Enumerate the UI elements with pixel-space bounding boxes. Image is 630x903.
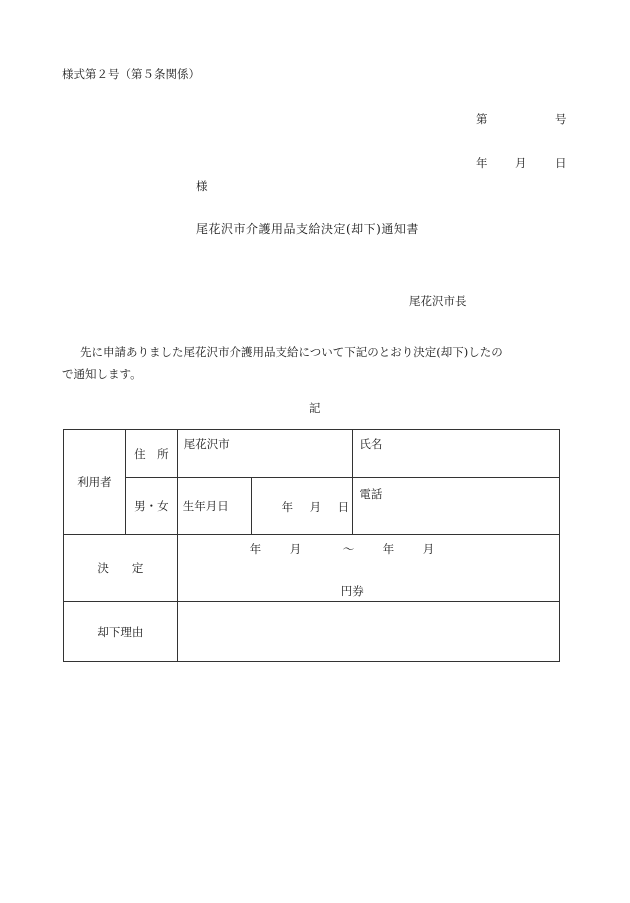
birth-day: 日 (337, 500, 350, 514)
addressee-suffix: 様 (196, 179, 208, 193)
decision-label-cell (64, 535, 178, 602)
issuer: 尾花沢市長 (409, 294, 467, 308)
name-label: 氏名 (359, 437, 383, 451)
application-table (63, 429, 560, 662)
body-text-line1: 先に申請ありました尾花沢市介護用品支給について下記のとおり決定(却下)したの (80, 345, 503, 359)
document-title: 尾花沢市介護用品支給決定(却下)通知書 (196, 222, 419, 236)
form-reference: 様式第２号（第５条関係） (62, 67, 200, 81)
rejection-label-cell (64, 602, 178, 662)
rejection-label: 却下理由 (97, 624, 144, 639)
birth-label-cell (177, 478, 251, 535)
phone-label: 電話 (359, 487, 383, 501)
period-year-end: 年 (382, 542, 395, 556)
voucher-unit: 円券 (340, 584, 364, 598)
date-day: 日 (555, 156, 567, 170)
rejection-reason-cell[interactable] (177, 602, 559, 662)
address-label: 住 所 (134, 446, 169, 461)
user-label-cell (64, 430, 126, 535)
address-label-cell (125, 430, 177, 478)
decision-value-cell[interactable] (177, 535, 559, 602)
decision-label: 決 定 (97, 561, 144, 575)
address-value: 尾花沢市 (183, 437, 230, 451)
address-value-cell[interactable] (177, 430, 353, 478)
date-month: 月 (515, 156, 527, 170)
birth-label: 生年月日 (182, 499, 229, 513)
name-cell[interactable] (353, 430, 560, 478)
user-label: 利用者 (77, 475, 112, 489)
body-text-line2: で通知します。 (62, 367, 142, 381)
period-year-start: 年 (249, 542, 262, 556)
number-suffix: 号 (555, 112, 567, 126)
birth-year: 年 (281, 500, 294, 514)
period-month-start: 月 (289, 542, 302, 556)
gender-cell[interactable] (125, 478, 177, 535)
number-prefix: 第 (476, 112, 488, 126)
birth-value-cell[interactable] (251, 478, 353, 535)
birth-month: 月 (309, 500, 322, 514)
gender-label: 男・女 (134, 499, 169, 513)
phone-cell[interactable] (353, 478, 560, 535)
period-month-end: 月 (422, 542, 435, 556)
date-year: 年 (476, 156, 488, 170)
ki-heading: 記 (309, 401, 321, 415)
period-tilde: ～ (342, 542, 355, 556)
